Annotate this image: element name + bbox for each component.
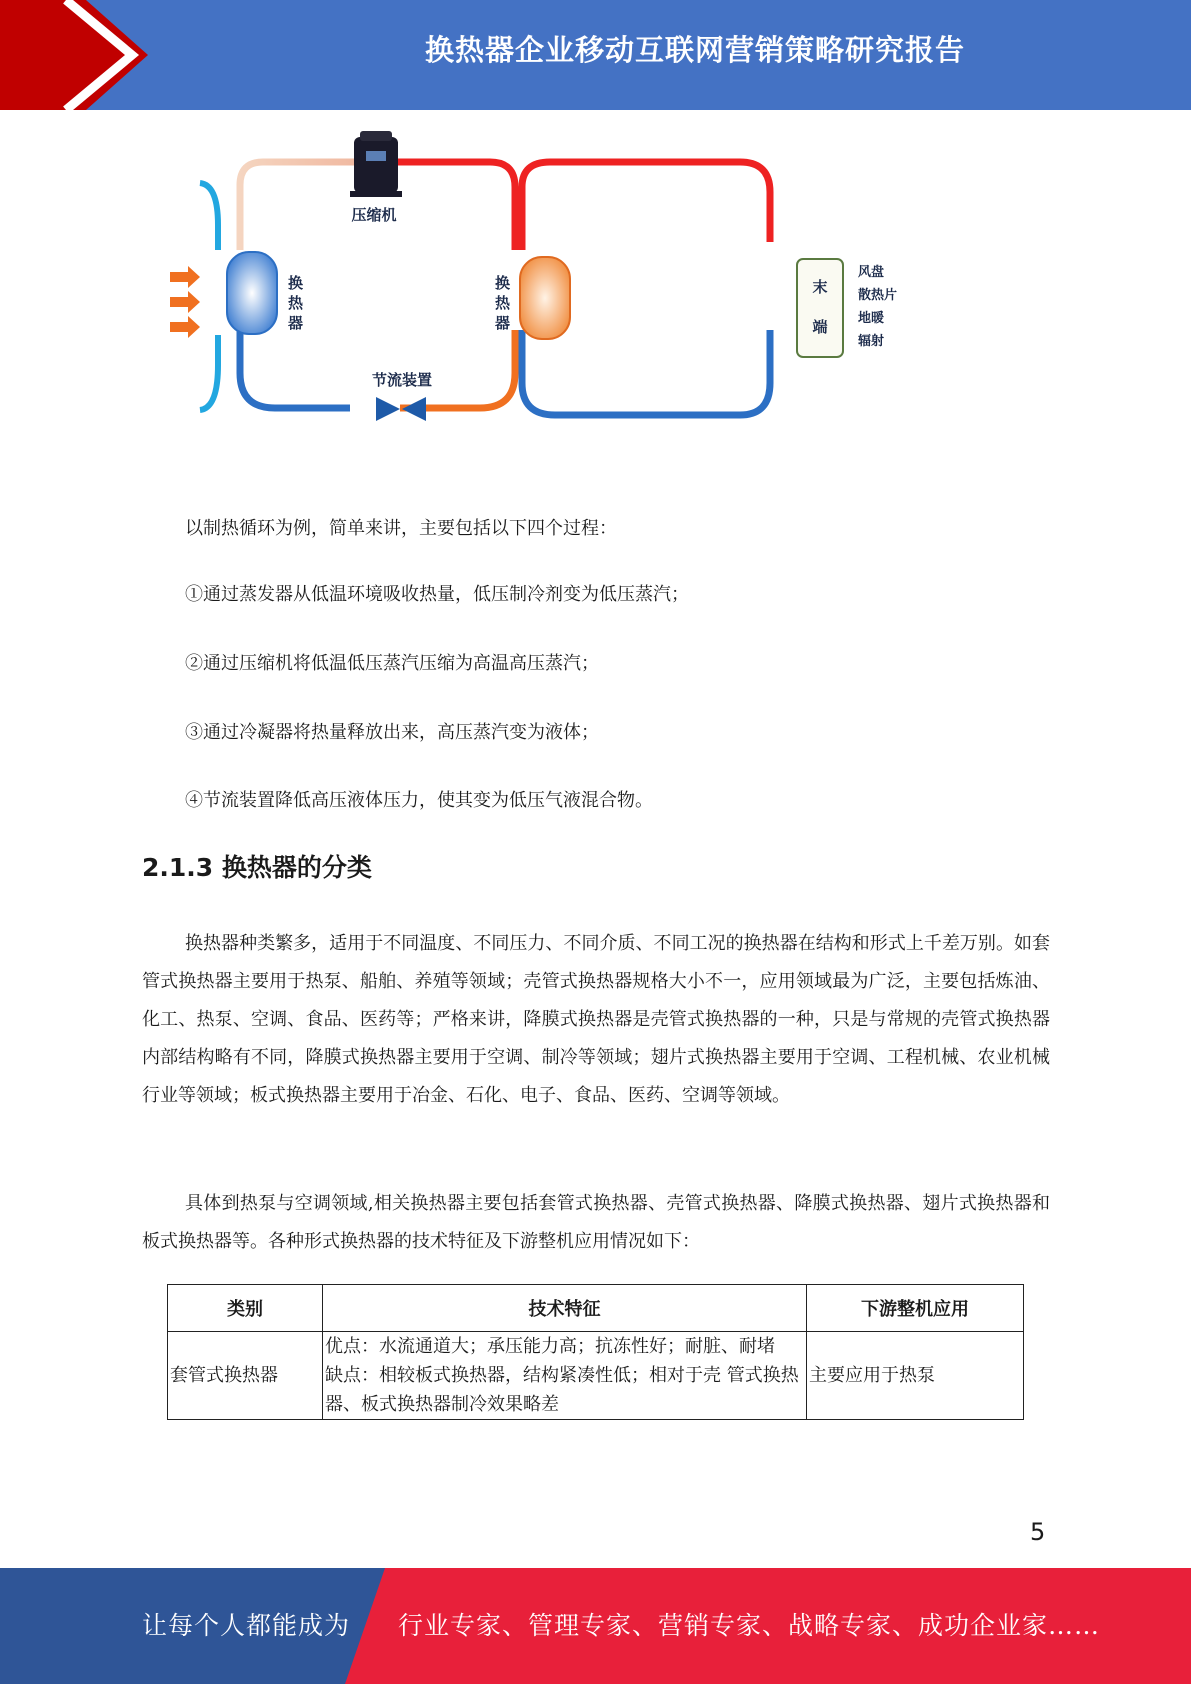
table-cell-cons: 缺点：相较板式换热器，结构紧凑性低；相对于壳 管式换热器、板式换热器制冷效果略差 [325, 1365, 799, 1415]
page-footer [0, 1568, 1191, 1684]
table-cell-pros: 优点：水流通道大；承压能力高；抗冻性好；耐脏、耐堵 [325, 1336, 775, 1357]
table-row [168, 1332, 1024, 1420]
table-cell-application: 主要应用于热泵 [807, 1332, 1024, 1420]
footer-slogan-right: 行业专家、管理专家、营销专家、战略专家、成功企业家…… [398, 1611, 1101, 1640]
terminal-use-3: 地暖 [858, 311, 885, 326]
terminal-unit-icon [797, 259, 843, 357]
section-heading: 2.1.3 换热器的分类 [142, 853, 372, 882]
hx-mid-char-3: 器 [495, 314, 511, 332]
process-step-4: ④节流装置降低高压液体压力，使其变为低压气液混合物。 [185, 790, 653, 811]
heat-input-arrows-icon [170, 266, 200, 338]
hx-mid-char-1: 换 [495, 274, 511, 292]
table-header-application: 下游整机应用 [807, 1285, 1024, 1332]
table-page-break [150, 1454, 1050, 1494]
heat-pump-diagram [170, 125, 930, 470]
header-title: 换热器企业移动互联网营销策略研究报告 [424, 33, 965, 67]
compressor-icon [350, 131, 402, 197]
process-step-3: ③通过冷凝器将热量释放出来，高压蒸汽变为液体； [185, 722, 599, 743]
evaporator-icon [227, 252, 277, 334]
page-number: 5 [1030, 1518, 1046, 1546]
classification-paragraph: 换热器种类繁多，适用于不同温度、不同压力、不同介质、不同工况的换热器在结构和形式上千差万别。如套管式换热器主要用于热泵、船舶、养殖等领域；壳管式换热器规格大小不一，应用领域最为广泛，主要包括炼油、化工、热泵、空调、食品、医药等；严格来讲，降膜式换热器是壳管式换热器的一种，只是与常规的壳管式换热器内部结构略有不同，降膜式换热器主要用于空调、制冷等领域；翅片式换热器主要用于空调、工程机械、农业机械行业等领域；板式换热器主要用于冶金、石化、电子、食品、医药、空调等领域。 [142, 933, 1050, 1106]
hx-left-char-1: 换 [288, 274, 304, 292]
compressor-label: 压缩机 [351, 206, 397, 224]
throttle-label: 节流装置 [371, 371, 433, 389]
terminal-char-2: 端 [812, 318, 828, 336]
table-header-row [168, 1285, 1024, 1332]
heat-exchanger-table [167, 1284, 1024, 1420]
hx-left-char-3: 器 [288, 314, 304, 332]
table-header-features: 技术特征 [323, 1285, 807, 1332]
terminal-use-1: 风盘 [858, 265, 885, 280]
table-header-category: 类别 [168, 1285, 323, 1332]
terminal-char-1: 末 [812, 278, 828, 296]
hx-left-char-2: 热 [288, 294, 304, 312]
table-cell-category: 套管式换热器 [168, 1332, 323, 1420]
terminal-use-2: 散热片 [858, 288, 898, 303]
footer-slogan-left: 让每个人都能成为 [142, 1611, 351, 1640]
intro-text: 以制热循环为例，简单来讲，主要包括以下四个过程： [185, 518, 617, 539]
process-step-1: ①通过蒸发器从低温环境吸收热量，低压制冷剂变为低压蒸汽； [185, 584, 689, 605]
condenser-icon [520, 257, 570, 339]
application-paragraph: 具体到热泵与空调领域,相关换热器主要包括套管式换热器、壳管式换热器、降膜式换热器、翅片式换热器和板式换热器等。各种形式换热器的技术特征及下游整机应用情况如下： [142, 1193, 1050, 1252]
terminal-use-4: 辐射 [858, 334, 885, 349]
page-header [0, 0, 1191, 110]
table-cell-features [323, 1332, 807, 1420]
process-step-2: ②通过压缩机将低温低压蒸汽压缩为高温高压蒸汽； [185, 653, 599, 674]
hx-mid-char-2: 热 [495, 294, 511, 312]
